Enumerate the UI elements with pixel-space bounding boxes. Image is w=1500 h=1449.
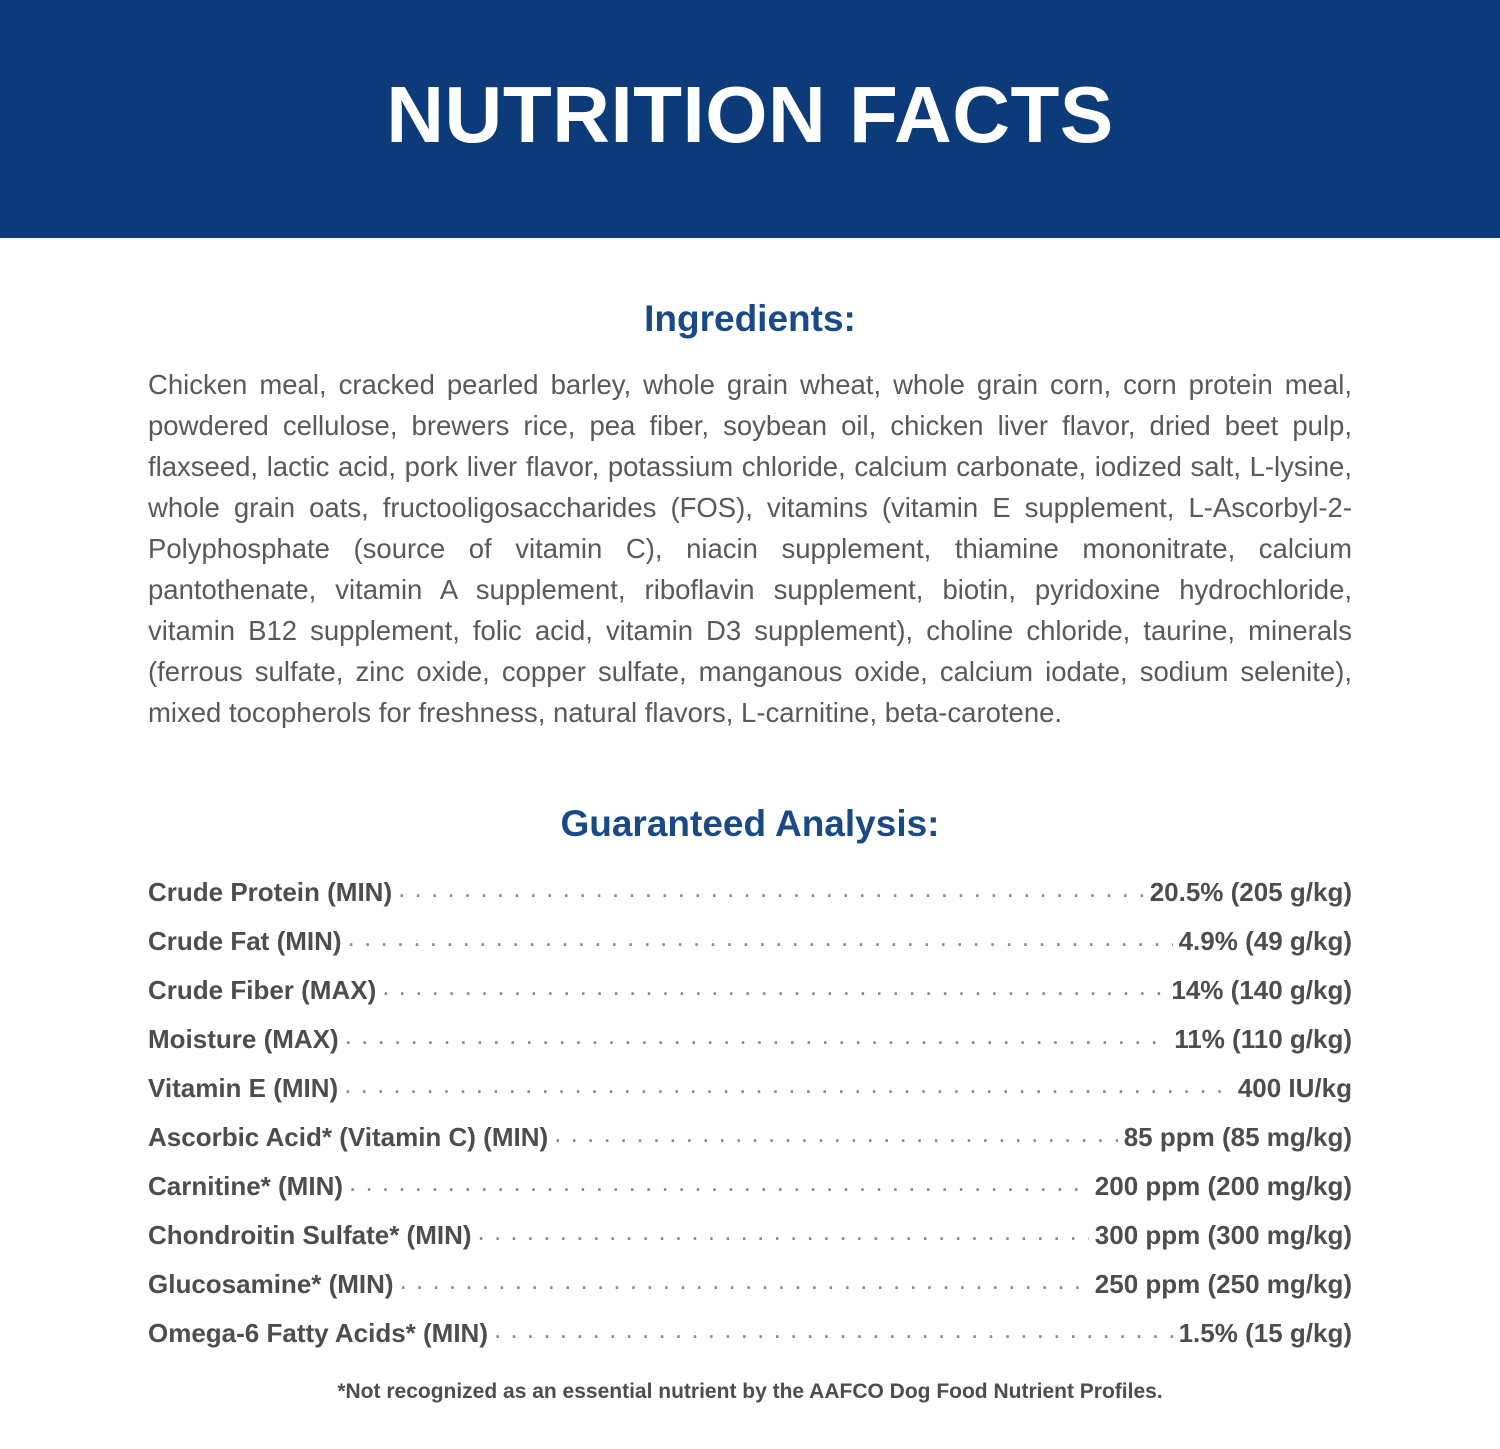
analysis-value: 1.5% (15 g/kg) [1178,1318,1352,1348]
leader-dots [344,1071,1232,1097]
leader-dots [494,1316,1173,1342]
leader-dots [398,875,1144,901]
analysis-value: 20.5% (205 g/kg) [1149,877,1352,907]
analysis-label: Moisture (MAX) [148,1024,339,1054]
analysis-row [148,1316,1352,1346]
analysis-row [148,924,1352,954]
analysis-label: Omega-6 Fatty Acids* (MIN) [148,1318,488,1348]
header-banner [0,0,1500,238]
guaranteed-analysis-list [148,875,1352,1346]
leader-dots [478,1218,1089,1244]
guaranteed-analysis-heading: Guaranteed Analysis: [560,803,940,844]
analysis-label: Vitamin E (MIN) [148,1073,339,1103]
leader-dots [382,973,1165,999]
analysis-value: 85 ppm (85 mg/kg) [1123,1122,1352,1152]
ingredients-text: Chicken meal, cracked pearled barley, whole grain wheat, whole grain corn, corn protein meal, powdered cellulose, brewers rice, pea fiber, soybean oil, chicken liver flavor, dried beet pulp, flaxseed, lactic acid, pork liver flavor, potassium chloride, calcium carbonate, iodized salt, L-lysine, whole grain oats, fructooligosaccharides (FOS), vitamins (vitamin E supplement, L-Ascorbyl-2-Polyphosphate (source of vitamin C), niacin supplement, thiamine mononitrate, calcium pantothenate, vitamin A supplement, riboflavin supplement, biotin, pyridoxine hydrochloride, vitamin B12 supplement, folic acid, vitamin D3 supplement), choline chloride, taurine, minerals (ferrous sulfate, zinc oxide, copper sulfate, manganous oxide, calcium iodate, sodium selenite), mixed tocopherols for freshness, natural flavors, L-carnitine, beta-carotene. [148,369,1352,728]
analysis-label: Crude Protein (MIN) [148,877,393,907]
analysis-value: 300 ppm (300 mg/kg) [1094,1220,1352,1250]
page-title: NUTRITION FACTS [386,70,1114,159]
leader-dots [345,1022,1169,1048]
analysis-row [148,1120,1352,1150]
ingredients-heading: Ingredients: [644,298,856,339]
analysis-row [148,1218,1352,1248]
analysis-row [148,973,1352,1003]
analysis-label: Chondroitin Sulfate* (MIN) [148,1220,472,1250]
analysis-label: Crude Fiber (MAX) [148,975,377,1005]
analysis-row [148,1022,1352,1052]
leader-dots [554,1120,1118,1146]
content-area [0,238,1500,1404]
analysis-label: Carnitine* (MIN) [148,1171,343,1201]
analysis-value: 200 ppm (200 mg/kg) [1094,1171,1352,1201]
analysis-value: 400 IU/kg [1237,1073,1352,1103]
leader-dots [348,924,1173,950]
analysis-row [148,1169,1352,1199]
analysis-value: 14% (140 g/kg) [1171,975,1352,1005]
analysis-label: Ascorbic Acid* (Vitamin C) (MIN) [148,1122,549,1152]
analysis-label: Crude Fat (MIN) [148,926,342,956]
leader-dots [349,1169,1089,1195]
leader-dots [400,1267,1089,1293]
aafco-footnote: *Not recognized as an essential nutrient by the AAFCO Dog Food Nutrient Profiles. [337,1380,1163,1403]
analysis-row [148,1267,1352,1297]
analysis-value: 11% (110 g/kg) [1174,1024,1352,1054]
analysis-row [148,875,1352,905]
analysis-value: 250 ppm (250 mg/kg) [1094,1269,1352,1299]
analysis-row [148,1071,1352,1101]
analysis-label: Glucosamine* (MIN) [148,1269,394,1299]
analysis-value: 4.9% (49 g/kg) [1178,926,1352,956]
